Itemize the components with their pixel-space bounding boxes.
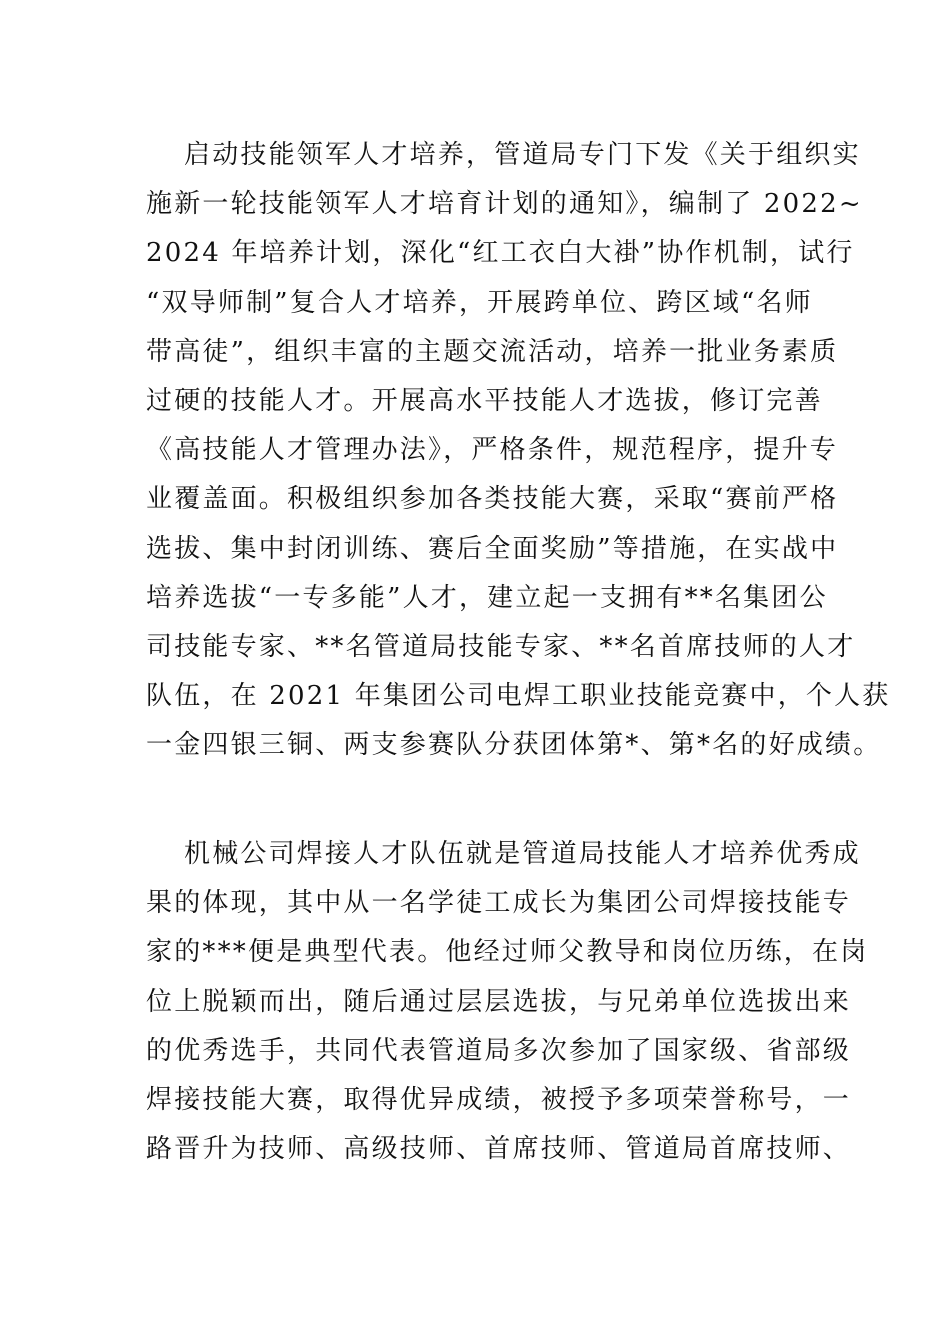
text-line: 培养选拔“一专多能”人才，建立起一支拥有**名集团公 [146,582,828,613]
text-line: 家的***便是典型代表。他经过师父教导和岗位历练，在岗 [146,937,869,968]
text-line: 机械公司焊接人才队伍就是管道局技能人才培养优秀成 [184,839,861,869]
text-line: 路晋升为技师、高级技师、首席技师、管道局首席技师、 [146,1134,852,1165]
paragraph-welding-team [146,830,869,1174]
text-line: 2024 年培养计划，深化“红工衣白大褂”协作机制，试行 [146,238,855,269]
paragraph-skills-training [146,131,891,770]
text-line: 果的体现，其中从一名学徒工成长为集团公司焊接技能专 [146,888,852,919]
text-line: 司技能专家、**名管道局技能专家、**名首席技师的人才 [146,631,856,662]
text-line: 带高徒”，组织丰富的主题交流活动，培养一批业务素质 [146,336,839,367]
text-line: 选拔、集中封闭训练、赛后全面奖励”等措施，在实战中 [146,533,839,564]
text-line: 业覆盖面。积极组织参加各类技能大赛，采取“赛前严格 [146,484,839,515]
text-line: 位上脱颖而出，随后通过层层选拔，与兄弟单位选拔出来 [146,986,852,1017]
text-line: 的优秀选手，共同代表管道局多次参加了国家级、省部级 [146,1035,852,1066]
text-line: 《高技能人才管理办法》，严格条件，规范程序，提升专 [146,435,839,466]
text-line: “双导师制”复合人才培养，开展跨单位、跨区域“名师 [146,287,813,318]
text-line: 施新一轮技能领军人才培育计划的通知》，编制了 2022~ [146,189,863,220]
text-line: 过硬的技能人才。开展高水平技能人才选拔，修订完善 [146,385,823,416]
text-line: 启动技能领军人才培养，管道局专门下发《关于组织实 [184,140,861,170]
text-line: 焊接技能大赛，取得优异成绩，被授予多项荣誉称号，一 [146,1084,852,1115]
text-line: 队伍，在 2021 年集团公司电焊工职业技能竞赛中，个人获 [146,681,891,712]
text-line: 一金四银三铜、两支参赛队分获团体第*、第*名的好成绩。 [146,730,882,761]
